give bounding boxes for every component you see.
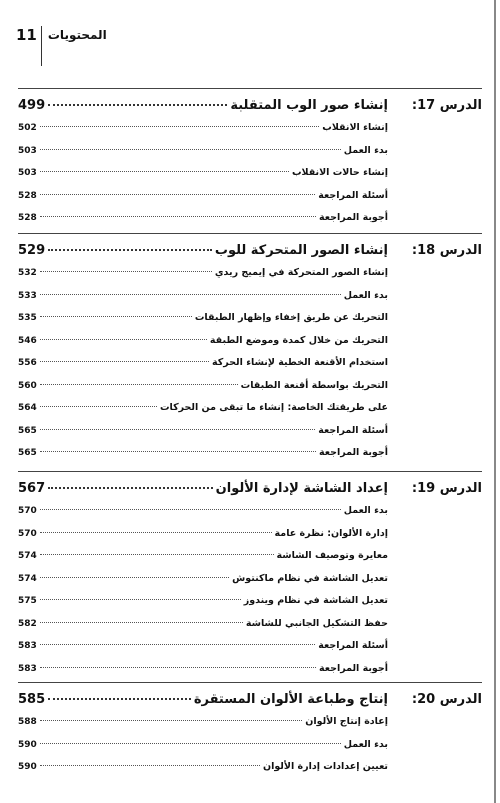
- dot-leader: [40, 384, 238, 385]
- entry-title: تعديل الشاشة في نظام ويندوز: [243, 595, 388, 606]
- entry-title: تعديل الشاشة في نظام ماكنتوش: [232, 572, 388, 584]
- toc-entry: [18, 447, 388, 458]
- entry-title: على طريقتك الخاصة: إنشاء ما تبقى من الحركات: [160, 402, 388, 413]
- dot-leader: [40, 667, 316, 668]
- entry-title: أسئلة المراجعة: [318, 640, 388, 651]
- entry-page: 546: [18, 335, 37, 346]
- dot-leader: [40, 644, 315, 645]
- lesson-title-line: [18, 98, 388, 113]
- toc-entry: [18, 640, 388, 651]
- dot-leader: [40, 316, 192, 317]
- entry-title: أسئلة المراجعة: [318, 424, 388, 436]
- dot-leader: [40, 216, 316, 217]
- lesson-title: إنتاج وطباعة الألوان المستقرة: [193, 692, 388, 707]
- entry-page: 574: [18, 573, 37, 584]
- entry-page: 583: [18, 663, 37, 674]
- toc-entry: [18, 335, 388, 346]
- lesson-label: الدرس 20:: [411, 692, 482, 707]
- toc-entry: [18, 716, 388, 727]
- dot-leader: [40, 171, 289, 172]
- section-rule: [18, 88, 482, 89]
- section-rule: [18, 471, 482, 472]
- dot-leader: [48, 249, 212, 251]
- lesson-label: الدرس 18:: [411, 243, 482, 258]
- entry-title: حفظ التشكيل الجانبي للشاشة: [245, 617, 388, 629]
- toc-entry: [18, 573, 388, 584]
- entry-page: 570: [18, 506, 37, 516]
- toc-entry: [18, 190, 388, 201]
- entry-page: 588: [18, 717, 37, 727]
- toc-entry: [18, 528, 388, 539]
- toc-entry: [18, 595, 388, 606]
- entry-title: التحريك عن طريق إخفاء وإظهار الطبقات: [194, 312, 388, 323]
- dot-leader: [40, 743, 341, 744]
- dot-leader: [40, 622, 243, 623]
- entry-page: 574: [18, 551, 37, 561]
- lesson-title-line: [18, 481, 388, 496]
- entry-page: 583: [18, 641, 37, 651]
- entry-page: 533: [18, 290, 37, 301]
- entry-title: بدء العمل: [343, 289, 388, 301]
- header-title: المحتويات: [47, 28, 107, 42]
- toc-entry: [18, 267, 388, 278]
- dot-leader: [40, 271, 212, 272]
- entry-title: بدء العمل: [343, 144, 388, 156]
- lesson-label: الدرس 19:: [411, 481, 482, 496]
- entry-page: 503: [18, 168, 37, 178]
- lesson-title: إنشاء صور الوب المتقلبة: [230, 98, 388, 113]
- toc-entry: [18, 212, 388, 223]
- toc-entry: [18, 550, 388, 561]
- lesson-title-line: [18, 243, 388, 258]
- entry-page: 560: [18, 380, 37, 391]
- entry-page: 502: [18, 123, 37, 133]
- entry-title: إنشاء حالات الانقلاب: [291, 167, 388, 178]
- dot-leader: [40, 577, 229, 578]
- toc-entry: [18, 402, 388, 413]
- entry-title: بدء العمل: [343, 505, 388, 516]
- entry-title: أجوبة المراجعة: [318, 662, 388, 674]
- entry-title: التحريك من خلال كمدة وموضع الطبقة: [209, 334, 388, 346]
- entry-page: 532: [18, 268, 37, 278]
- dot-leader: [40, 126, 319, 127]
- dot-leader: [48, 104, 227, 106]
- toc-entry: [18, 761, 388, 772]
- dot-leader: [48, 698, 191, 700]
- entry-title: إدارة الألوان: نظرة عامة: [274, 527, 388, 539]
- toc-entry: [18, 505, 388, 516]
- dot-leader: [40, 361, 209, 362]
- entry-page: 565: [18, 425, 37, 436]
- entry-title: إنشاء الصور المتحركة في إيميج ريدي: [214, 267, 388, 278]
- dot-leader: [40, 554, 274, 555]
- toc-entry: [18, 663, 388, 674]
- lesson-title-line: [18, 692, 388, 707]
- entry-title: تعيين إعدادات إدارة الألوان: [262, 761, 388, 772]
- dot-leader: [40, 532, 272, 533]
- entry-page: 590: [18, 762, 37, 772]
- dot-leader: [40, 451, 316, 452]
- dot-leader: [40, 339, 207, 340]
- lesson-label: الدرس 17:: [411, 98, 482, 113]
- dot-leader: [40, 720, 302, 721]
- lesson-page: 499: [18, 98, 46, 113]
- entry-page: 565: [18, 448, 37, 458]
- dot-leader: [40, 294, 341, 295]
- lesson-page: 529: [18, 243, 46, 258]
- lesson-page: 585: [18, 692, 46, 707]
- toc-entry: [18, 618, 388, 629]
- dot-leader: [40, 194, 315, 195]
- entry-page: 564: [18, 403, 37, 413]
- dot-leader: [48, 487, 213, 489]
- dot-leader: [40, 599, 241, 600]
- entry-page: 535: [18, 313, 37, 323]
- dot-leader: [40, 509, 341, 510]
- toc-entry: [18, 312, 388, 323]
- dot-leader: [40, 406, 157, 407]
- entry-page: 570: [18, 528, 37, 539]
- dot-leader: [40, 149, 341, 150]
- entry-title: استخدام الأقنعة الخطية لإنشاء الحركة: [212, 357, 388, 368]
- entry-page: 575: [18, 596, 37, 606]
- entry-page: 528: [18, 213, 37, 223]
- entry-title: إعادة إنتاج الألوان: [305, 716, 388, 727]
- dot-leader: [40, 429, 315, 430]
- entry-page: 582: [18, 618, 37, 629]
- toc-entry: [18, 357, 388, 368]
- entry-title: التحريك بواسطة أقنعة الطبقات: [240, 379, 388, 391]
- lesson-page: 567: [18, 481, 46, 496]
- entry-title: أجوبة المراجعة: [318, 212, 388, 223]
- entry-title: إنشاء الانقلاب: [322, 122, 388, 133]
- toc-entry: [18, 380, 388, 391]
- toc-entry: [18, 145, 388, 156]
- toc-entry: [18, 167, 388, 178]
- entry-page: 528: [18, 190, 37, 201]
- section-rule: [18, 682, 482, 683]
- toc-entry: [18, 122, 388, 133]
- entry-title: بدء العمل: [343, 738, 388, 750]
- toc-entry: [18, 739, 388, 750]
- section-rule: [18, 233, 482, 234]
- dot-leader: [40, 765, 260, 766]
- lesson-title: إعداد الشاشة لإدارة الألوان: [215, 481, 388, 496]
- entry-page: 556: [18, 358, 37, 368]
- entry-page: 590: [18, 739, 37, 750]
- entry-title: معايرة وتوصيف الشاشة: [276, 550, 388, 561]
- toc-entry: [18, 290, 388, 301]
- entry-title: أجوبة المراجعة: [318, 447, 388, 458]
- page-number: 11: [16, 26, 37, 44]
- entry-page: 503: [18, 145, 37, 156]
- lesson-title: إنشاء الصور المتحركة للوب: [214, 243, 388, 258]
- entry-title: أسئلة المراجعة: [318, 189, 388, 201]
- toc-entry: [18, 425, 388, 436]
